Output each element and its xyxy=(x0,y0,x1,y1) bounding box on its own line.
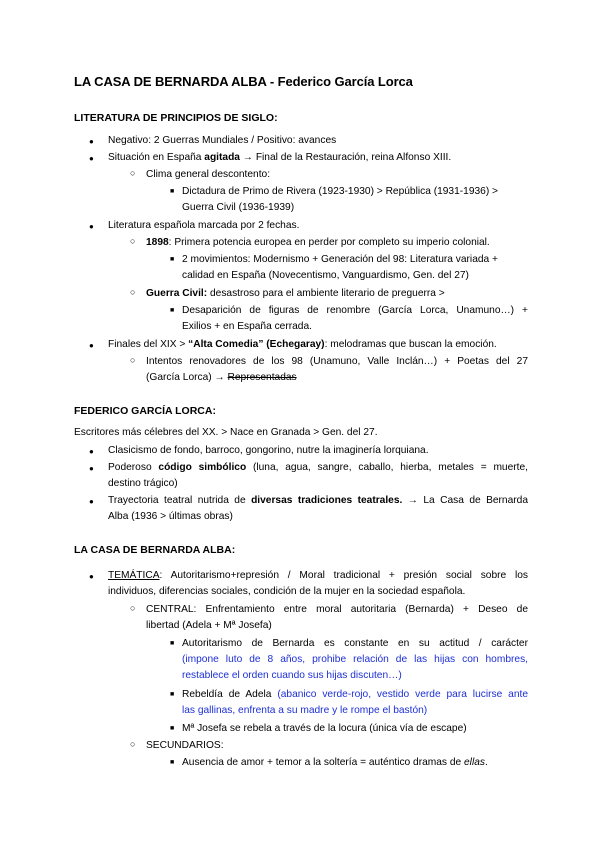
bullet-dot-icon: ● xyxy=(89,341,94,350)
list-item: Rebeldía de Adela (abanico verde-rojo, vestido verde para lucirse ante xyxy=(182,689,528,700)
list-item-continuation: destino trágico) xyxy=(108,478,178,489)
list-item: Trayectoria teatral nutrida de diversas tradiciones teatrales. → La Casa de Bernarda xyxy=(108,495,528,506)
list-item: Mª Josefa se rebela a través de la locura (única vía de escape) xyxy=(182,723,467,734)
bullet-dot-icon: ● xyxy=(89,137,94,146)
list-item: Clima general descontento: xyxy=(146,169,271,180)
bullet-circle-icon: ○ xyxy=(130,287,136,297)
bullet-dot-icon: ● xyxy=(89,447,94,456)
list-item: Ausencia de amor + temor a la soltería = auténtico dramas de ellas. xyxy=(182,757,488,768)
list-item: Autoritarismo de Bernarda es constante en su actitud / carácter xyxy=(182,638,528,649)
list-item: Literatura española marcada por 2 fechas. xyxy=(108,220,300,231)
bullet-square-icon: ■ xyxy=(170,691,175,698)
section-heading-casa: LA CASA DE BERNARDA ALBA: xyxy=(74,544,236,556)
list-item: CENTRAL: Enfrentamiento entre moral autoritaria (Bernarda) + Deseo de xyxy=(146,604,528,615)
list-item-continuation: restablece el orden cuando sus hijas discuten…) xyxy=(182,670,402,681)
list-item: Situación en España agitada → Final de la Restauración, reina Alfonso XIII. xyxy=(108,152,452,163)
list-item: Dictadura de Primo de Rivera (1923-1930) > República (1931-1936) > xyxy=(182,186,498,197)
bullet-dot-icon: ● xyxy=(89,572,94,581)
bullet-dot-icon: ● xyxy=(89,497,94,506)
list-item: Desaparición de figuras de renombre (García Lorca, Unamuno…) + xyxy=(182,305,528,316)
bullet-square-icon: ■ xyxy=(170,307,175,314)
list-item: Guerra Civil: desastroso para el ambiente literario de preguerra > xyxy=(146,288,445,299)
list-item-continuation: (García Lorca) → Representadas xyxy=(146,372,297,383)
bullet-square-icon: ■ xyxy=(170,188,175,195)
list-item-continuation: libertad (Adela + Mª Josefa) xyxy=(146,620,272,631)
list-item: Intentos renovadores de los 98 (Unamuno, Valle Inclán…) + Poetas del 27 xyxy=(146,356,528,367)
bullet-circle-icon: ○ xyxy=(130,355,136,365)
document-title: LA CASA DE BERNARDA ALBA - Federico García Lorca xyxy=(74,74,413,89)
bullet-square-icon: ■ xyxy=(170,759,175,766)
bullet-dot-icon: ● xyxy=(89,222,94,231)
bullet-square-icon: ■ xyxy=(170,640,175,647)
bullet-circle-icon: ○ xyxy=(130,168,136,178)
list-item: SECUNDARIOS: xyxy=(146,740,224,751)
list-item: 2 movimientos: Modernismo + Generación del 98: Literatura variada + xyxy=(182,254,498,265)
bullet-circle-icon: ○ xyxy=(130,739,136,749)
intro-text: Escritores más célebres del XX. > Nace en Granada > Gen. del 27. xyxy=(74,427,378,438)
section-heading-literatura: LITERATURA DE PRINCIPIOS DE SIGLO: xyxy=(74,112,278,124)
list-item-continuation: (impone luto de 8 años, prohibe relación de las hijas con hombres, xyxy=(182,654,528,665)
bullet-square-icon: ■ xyxy=(170,256,175,263)
bullet-dot-icon: ● xyxy=(89,154,94,163)
list-item-continuation: individuos, diferencias sociales, condición de la mujer en la sociedad española. xyxy=(108,586,466,597)
list-item: Finales del XIX > “Alta Comedia” (Echegaray): melodramas que buscan la emoción. xyxy=(108,339,497,350)
list-item-continuation: calidad en España (Novecentismo, Vanguardismo, Gen. del 27) xyxy=(182,270,469,281)
list-item-continuation: Alba (1936 > últimas obras) xyxy=(108,511,233,522)
list-item-continuation: Guerra Civil (1936-1939) xyxy=(182,202,295,213)
list-item: 1898: Primera potencia europea en perder por completo su imperio colonial. xyxy=(146,237,490,248)
section-heading-lorca: FEDERICO GARCÍA LORCA: xyxy=(74,405,216,417)
list-item: Negativo: 2 Guerras Mundiales / Positivo: avances xyxy=(108,135,337,146)
bullet-circle-icon: ○ xyxy=(130,236,136,246)
bullet-circle-icon: ○ xyxy=(130,603,136,613)
bullet-dot-icon: ● xyxy=(89,464,94,473)
list-item: TEMÁTICA: Autoritarismo+represión / Moral tradicional + presión social sobre los xyxy=(108,570,528,581)
list-item-continuation: Exilios + en España cerrada. xyxy=(182,321,312,332)
list-item: Clasicismo de fondo, barroco, gongorino, nutre la imaginería lorquiana. xyxy=(108,445,429,456)
bullet-square-icon: ■ xyxy=(170,725,175,732)
list-item-continuation: las gallinas, enfrenta a su madre y le rompe el bastón) xyxy=(182,705,428,716)
list-item: Poderoso código simbólico (luna, agua, sangre, caballo, hierba, metales = muerte, xyxy=(108,462,528,473)
